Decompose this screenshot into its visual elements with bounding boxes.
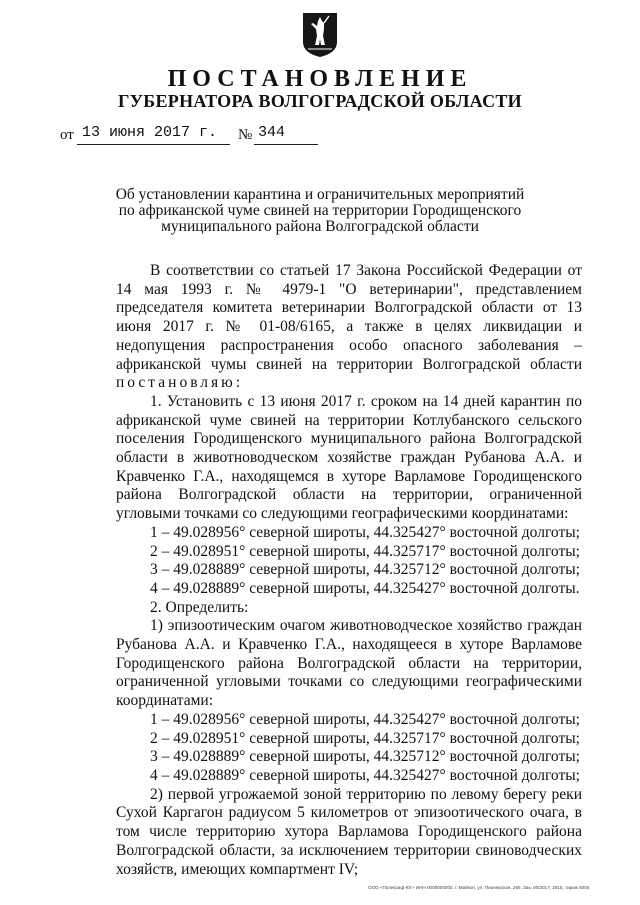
coordinate-line: 3 – 49.028889° северной широты, 44.325712° восточной долготы; [150, 748, 580, 766]
coordinate-line: 2 – 49.028951° северной широты, 44.325717° восточной долготы; [150, 542, 580, 560]
date-underline [77, 144, 230, 145]
coordinate-line: 3 – 49.028889° северной широты, 44.325712° восточной долготы; [150, 561, 580, 579]
number-label: № [238, 127, 253, 143]
heading-line: по африканской чуме свиней на территории Городищенского [118, 202, 522, 219]
date-value: 13 июня 2017 г. [82, 124, 218, 141]
number-value: 344 [258, 124, 286, 141]
coat-of-arms-emblem [302, 12, 338, 58]
document-heading [60, 187, 580, 235]
coordinate-line: 4 – 49.028889° северной широты, 44.325427° восточной долготы. [150, 579, 580, 597]
intro-paragraph [116, 262, 582, 393]
intro-keyword: постановляю: [116, 374, 244, 392]
date-label: от [60, 127, 74, 143]
item-2-2-paragraph: 2) первой угрожаемой зоной территорию по левому берегу реки Сухой Каргагон радиусом 5 километров от эпизоотического очага, в том числе территорию хутора Варламова Городищенского района Волгоградской области, за исключением территории свиноводческих хозяйств, имеющих компартмент IV; [116, 785, 582, 878]
item-1-paragraph: 1. Установить с 13 июня 2017 г. сроком на 14 дней карантин по африканской чуме свиней на территории Котлубанского сельского поселения Городищенского муниципального района Волгоградской области в животноводческом хозяйстве граждан Рубанова А.А. и Кравченко Г.А., находящемся в хуторе Варламове Городищенского района Волгоградской области на территории, ограниченной угловыми точками со следующими географическими координатами: [116, 392, 582, 523]
heading-line: Об установлении карантина и ограничительных мероприятий [115, 186, 525, 203]
heading-line: муниципального района Волгоградской области [161, 218, 479, 235]
number-underline [254, 144, 318, 145]
coordinate-line: 1 – 49.028956° северной широты, 44.325427° восточной долготы; [150, 523, 580, 541]
coordinate-line: 1 – 49.028956° северной широты, 44.325427° восточной долготы; [150, 710, 580, 728]
coordinate-line: 4 – 49.028889° северной широты, 44.325427° восточной долготы; [150, 766, 580, 784]
coordinate-line: 2 – 49.028951° северной широты, 44.325717° восточной долготы; [150, 729, 580, 747]
printer-imprint: ООО «Полиграф-Юг» ИНН 0000000000, г. Майкоп, ул. Пионерская, 266. Зак. 00/2017, 2015, тираж 5000 [368, 885, 590, 890]
item-2-1-paragraph: 1) эпизоотическим очагом животноводческое хозяйство граждан Рубанова А.А. и Кравченко Г.А., находящееся в хуторе Варламове Городищенского района Волгоградской области на территории, ограниченной угловыми точками со следующими географическими координатами: [116, 617, 582, 710]
document-body [116, 262, 582, 879]
document-subtitle: ГУБЕРНАТОРА ВОЛГОГРАДСКОЙ ОБЛАСТИ [118, 91, 522, 111]
item-2-heading: 2. Определить: [150, 598, 249, 616]
document-title: ПОСТАНОВЛЕНИЕ [167, 66, 473, 92]
intro-text: В соответствии со статьей 17 Закона Российской Федерации от 14 мая 1993 г. № 4979-1 "О ветеринарии", представлением председателя комитета ветеринарии Волгоградской области от 13 июня 2017 г. № 01-08/6165, а также в целях ликвидации и недопущения распространения особо опасного заболевания – африканской чумы свиней на территории Волгоградской области [116, 262, 582, 373]
